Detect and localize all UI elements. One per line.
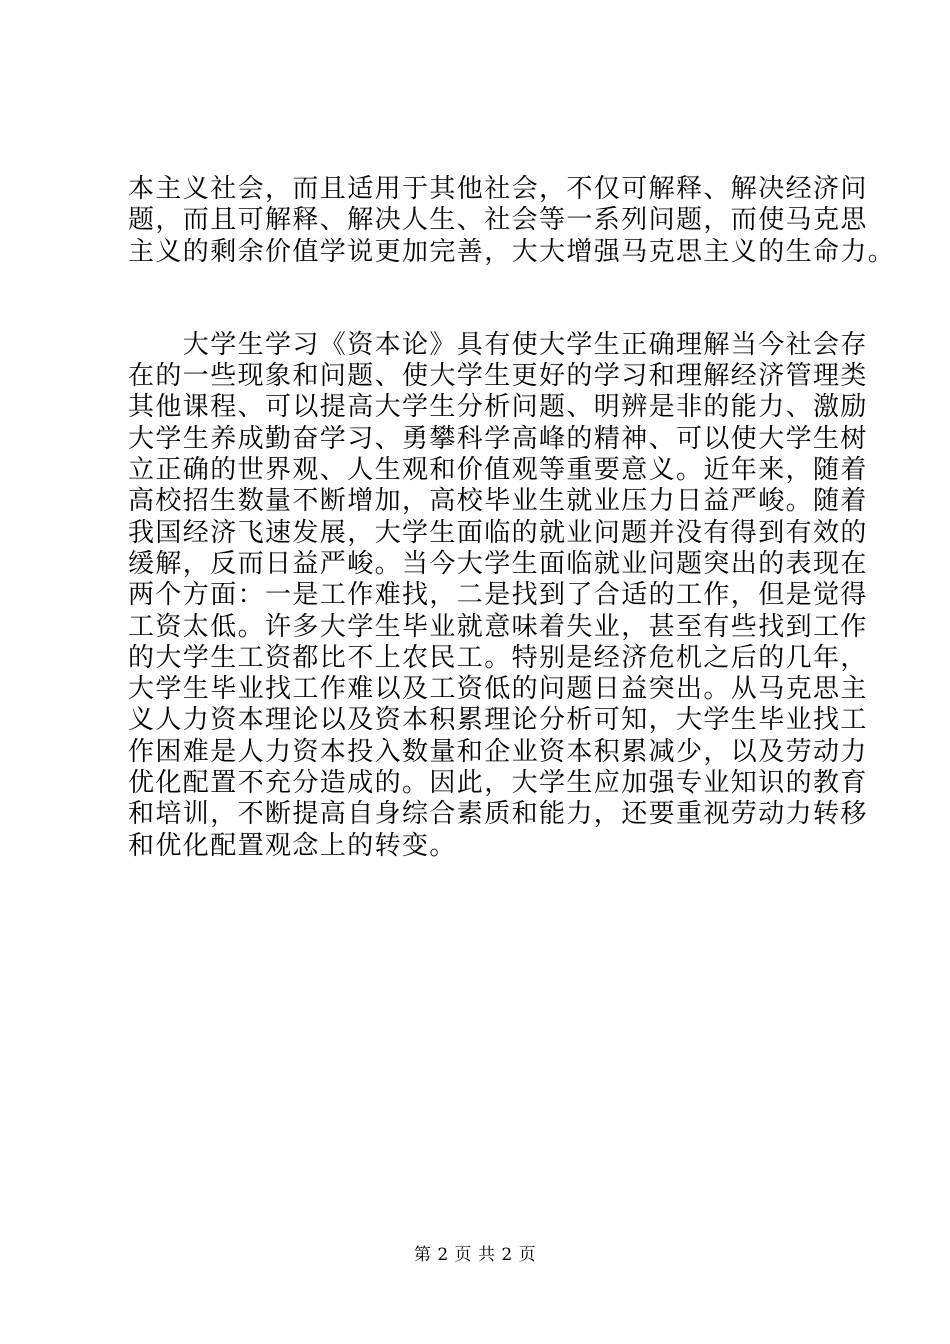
text-line: 工资太低。许多大学生毕业就意味着失业，甚至有些找到工作 [128, 611, 868, 642]
text-line: 义人力资本理论以及资本积累理论分析可知，大学生毕业找工 [128, 705, 868, 736]
text-line: 我国经济飞速发展，大学生面临的就业问题并没有得到有效的 [128, 517, 868, 548]
text-line: 大学生毕业找工作难以及工资低的问题日益突出。从马克思主 [128, 674, 868, 705]
text-line: 其他课程、可以提高大学生分析问题、明辨是非的能力、激励 [128, 392, 868, 423]
text-line: 缓解，反而日益严峻。当今大学生面临就业问题突出的表现在 [128, 548, 868, 579]
text-line: 高校招生数量不断增加，高校毕业生就业压力日益严峻。随着 [128, 486, 868, 517]
paragraph-1 [128, 174, 896, 268]
text-line: 在的一些现象和问题、使大学生更好的学习和理解经济管理类 [128, 361, 868, 392]
text-line: 作困难是人力资本投入数量和企业资本积累减少，以及劳动力 [128, 736, 868, 767]
text-line: 和培训，不断提高自身综合素质和能力，还要重视劳动力转移 [128, 799, 868, 830]
text-line: 立正确的世界观、人生观和价值观等重要意义。近年来，随着 [128, 455, 868, 486]
text-line: 题，而且可解释、解决人生、社会等一系列问题，而使马克思 [128, 205, 868, 236]
text-line: 大学生养成勤奋学习、勇攀科学高峰的精神、可以使大学生树 [128, 423, 868, 454]
text-line: 的大学生工资都比不上农民工。特别是经济危机之后的几年， [128, 642, 868, 673]
paragraph-spacer [128, 268, 848, 330]
page-number-footer: 第 2 页 共 2 页 [413, 1245, 537, 1265]
text-line: 主义的剩余价值学说更加完善，大大增强马克思主义的生命力。 [128, 236, 896, 267]
text-line: 本主义社会，而且适用于其他社会，不仅可解释、解决经济问 [128, 174, 868, 204]
text-line: 大学生学习《资本论》具有使大学生正确理解当今社会存 [128, 329, 868, 360]
text-line: 优化配置不充分造成的。因此，大学生应加强专业知识的教育 [128, 768, 868, 799]
document-body [128, 174, 896, 862]
text-line: 两个方面：一是工作难找，二是找到了合适的工作，但是觉得 [128, 580, 868, 611]
text-line: 和优化配置观念上的转变。 [128, 830, 457, 861]
paragraph-2 [128, 329, 868, 862]
